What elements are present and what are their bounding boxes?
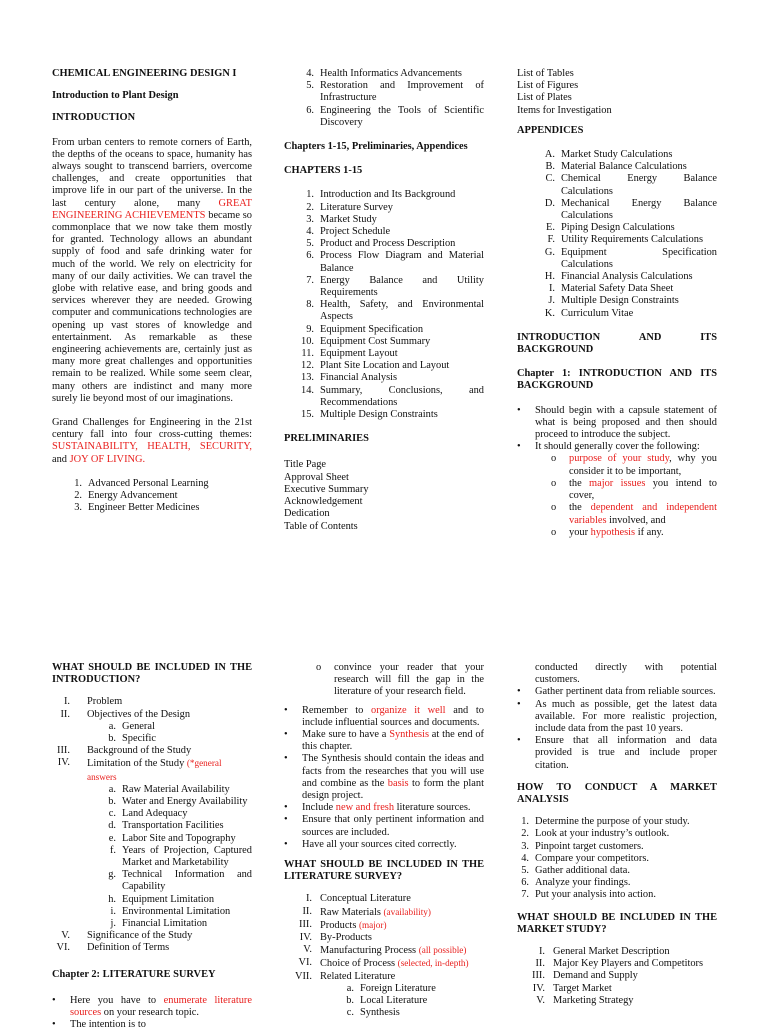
- list-item: • Make sure to have a Synthesis at the end of this chapter.: [284, 729, 485, 753]
- list-item: g. Technical Information and Capability: [108, 869, 252, 893]
- introduction-contents-heading: WHAT SHOULD BE INCLUDED IN THE INTRODUCTION?: [52, 662, 252, 686]
- top-column-1: [52, 68, 252, 515]
- list-item: 1. Advanced Personal Learning: [74, 477, 209, 489]
- list-item: j. Financial Limitation: [110, 918, 208, 930]
- list-item: 8. Health, Safety, and Environmental Aspects: [306, 299, 484, 323]
- market-analysis-heading: HOW TO CONDUCT A MARKET ANALYSIS: [517, 781, 717, 806]
- list-item: o convince your reader that your research will fill the gap in the literature of your research field.: [316, 662, 484, 698]
- bottom-column-3: [517, 662, 717, 1007]
- literature-sub-bullet: [284, 662, 484, 699]
- appendices-list: [517, 149, 717, 320]
- list-item: V. Marketing Strategy: [536, 994, 634, 1006]
- section-heading-introduction: INTRODUCTION: [52, 112, 136, 124]
- list-item: II. Major Key Players and Competitors: [535, 958, 704, 970]
- list-item: • As much as possible, get the latest data available. For more realistic projection, include data from the past 10 years.: [517, 698, 717, 735]
- preliminaries-heading: PRELIMINARIES: [284, 433, 369, 445]
- market-analysis-steps: [517, 816, 717, 901]
- list-item: 14. Summary, Conclusions, and Recommendations: [301, 384, 484, 408]
- list-item: 3. Market Study: [306, 213, 377, 225]
- list-item: Items for Investigation: [517, 104, 612, 116]
- list-item: 3. Engineer Better Medicines: [74, 502, 200, 514]
- list-item: a. General: [108, 720, 155, 732]
- list-item: o your hypothesis if any.: [551, 526, 664, 538]
- list-item: o purpose of your study, why you consider it to be important,: [551, 453, 717, 477]
- market-study-heading: WHAT SHOULD BE INCLUDED IN THE MARKET STUDY?: [517, 911, 717, 935]
- list-item: List of Figures: [517, 80, 579, 92]
- list-item: IV. By-Products: [299, 932, 372, 944]
- chapter1-bullets: [517, 405, 717, 454]
- list-item: 5. Gather additional data.: [521, 865, 630, 877]
- list-item: e. Labor Site and Topography: [108, 832, 236, 844]
- list-item: 3. Pinpoint target customers.: [521, 840, 644, 852]
- challenges-list-continued: [284, 68, 484, 129]
- list-item: B. Material Balance Calculations: [545, 161, 687, 173]
- top-column-3: [517, 68, 717, 539]
- list-item: III. Demand and Supply: [532, 970, 638, 982]
- list-item: o the dependent and independent variables involved, and: [551, 502, 717, 526]
- list-item: b. Water and Energy Availability: [108, 796, 248, 808]
- list-item: V. Manufacturing Process (all possible): [303, 944, 467, 957]
- market-bullet-continued: conducted directly with potential customers.: [535, 662, 717, 686]
- list-item: • Should begin with a capsule statement of what is being proposed and then should proceed to introduce the subject.: [517, 404, 717, 441]
- list-item: Approval Sheet: [284, 471, 349, 483]
- list-item: A. Market Study Calculations: [544, 149, 673, 161]
- list-item: E. Piping Design Calculations: [546, 222, 675, 234]
- list-item: II. Raw Materials (availability): [302, 905, 431, 918]
- appendices-heading: APPENDICES: [517, 124, 584, 136]
- list-item: f. Years of Projection, Captured Market and Marketability: [109, 844, 252, 869]
- document-title: CHEMICAL ENGINEERING DESIGN I: [52, 68, 237, 79]
- list-item: Acknowledgement: [284, 496, 363, 508]
- list-item: o the major issues you intend to cover,: [551, 477, 717, 502]
- challenges-list: [52, 478, 252, 515]
- list-item: • Gather pertinent data from reliable sources.: [517, 686, 716, 698]
- list-item: D. Mechanical Energy Balance Calculations: [544, 197, 717, 222]
- list-item: K. Curriculum Vitae: [544, 307, 634, 319]
- related-literature-sub-list: [284, 983, 484, 1020]
- document-subtitle: Introduction to Plant Design: [52, 90, 179, 102]
- market-study-list: [517, 946, 717, 1007]
- list-item: 2. Literature Survey: [306, 201, 393, 213]
- literature-contents-list: [284, 893, 484, 982]
- list-item: 2. Look at your industry’s outlook.: [521, 828, 670, 840]
- list-item: I. Material Safety Data Sheet: [548, 283, 674, 295]
- list-item: 5. Product and Process Description: [306, 238, 456, 250]
- objectives-sub-list: [52, 721, 252, 745]
- list-item: 1. Introduction and Its Background: [306, 189, 456, 201]
- chapter1-heading: Chapter 1: INTRODUCTION AND ITS BACKGROUND: [517, 368, 717, 392]
- chapter2-bullets: [52, 995, 252, 1031]
- literature-bullets: [284, 705, 484, 851]
- list-item: c. Synthesis: [346, 1007, 400, 1019]
- list-item: • It should generally cover the following:: [517, 441, 700, 453]
- list-item: J. Multiple Design Constraints: [548, 295, 679, 307]
- list-item: c. Land Adequacy: [108, 808, 188, 820]
- list-item: • Ensure that only pertinent information and sources are included.: [284, 814, 484, 838]
- list-item: a. Raw Material Availability: [108, 783, 230, 795]
- chapter1-sub-bullets: [517, 453, 717, 538]
- list-item: h. Equipment Limitation: [108, 893, 215, 905]
- list-item: III. Background of the Study: [57, 745, 192, 757]
- list-item: 11. Equipment Layout: [301, 348, 398, 360]
- list-item: b. Local Literature: [346, 995, 428, 1007]
- chapters-overview-heading: Chapters 1-15, Preliminaries, Appendices: [284, 141, 468, 153]
- list-item: i. Environmental Limitation: [110, 905, 231, 917]
- list-item: V. Significance of the Study: [61, 930, 193, 942]
- list-item: 6. Analyze your findings.: [521, 877, 631, 889]
- list-item: I. General Market Description: [538, 946, 670, 958]
- market-bullets: [517, 686, 717, 771]
- list-item: 1. Determine the purpose of your study.: [521, 816, 690, 828]
- list-item: F. Utility Requirements Calculations: [547, 234, 703, 246]
- list-item: • Here you have to enumerate literature sources on your research topic.: [52, 994, 252, 1019]
- list-item: H. Financial Analysis Calculations: [544, 271, 693, 283]
- preliminaries-list-continued: [517, 68, 717, 117]
- literature-contents-heading: WHAT SHOULD BE INCLUDED IN THE LITERATURE SURVEY?: [284, 859, 484, 883]
- list-item: 2. Energy Advancement: [74, 490, 178, 502]
- list-item: 4. Project Schedule: [306, 226, 391, 238]
- list-item: 13. Financial Analysis: [301, 372, 398, 384]
- introduction-background-heading: INTRODUCTION AND ITS: [517, 331, 717, 343]
- list-item: Table of Contents: [284, 520, 358, 532]
- list-item: II. Objectives of the Design: [60, 708, 191, 720]
- list-item: 6. Process Flow Diagram and Material Balance: [306, 250, 484, 274]
- list-item: Title Page: [284, 459, 327, 471]
- list-item: List of Plates: [517, 92, 572, 104]
- list-item: 7. Put your analysis into action.: [521, 889, 656, 901]
- chapters-list: [284, 189, 484, 421]
- list-item: 10. Equipment Cost Summary: [301, 335, 431, 347]
- list-item: 9. Equipment Specification: [306, 323, 424, 335]
- list-item: 7. Energy Balance and Utility Requirements: [306, 274, 484, 299]
- list-item: Executive Summary: [284, 483, 369, 495]
- list-item: Dedication: [284, 508, 330, 520]
- list-item: 4. Health Informatics Advancements: [306, 68, 462, 79]
- bottom-column-2: [284, 662, 484, 1019]
- list-item: • Remember to organize it well and to include influential sources and documents.: [284, 704, 484, 728]
- grand-challenges-paragraph: Grand Challenges for Engineering in the 21st century fall into four cross-cutting themes: SUSTAINABILITY, HEALTH, SECURITY, and JOY OF LIVING.: [52, 417, 252, 465]
- intro-paragraph: From urban centers to remote corners of Earth, the depths of the oceans to space, humanity has always sought to transcend barriers, overcome challenges, and create opportunities that improve life in our part of the universe. In the last century alone, many GREAT ENGINEERING ACHIEVEMENTS became so commonplace that we now take them mostly for granted. Technology allows an abundant supply of food and safe drinking water for much of the world. We rely on electricity for many of our daily activities. We can travel the globe with relative ease, and bring goods and services wherever they are needed. Growing computer and communications technologies are opening up vast stores of knowledge and entertainment. As remarkable as these engineering achievements are, certainly just as many more great challenges and opportunities remain to be realized. While some seem clear, many others are indistinct and many more surely lie beyond most of our imaginations.: [52, 136, 252, 404]
- list-item: • Ensure that all information and data provided is true and include proper citation.: [517, 735, 717, 771]
- chapters-heading: CHAPTERS 1-15: [284, 165, 363, 177]
- limitation-sub-list: [52, 784, 252, 930]
- introduction-contents-list-2: [52, 745, 252, 757]
- list-item: VI. Choice of Process (selected, in-depth): [298, 957, 469, 970]
- list-item: VI. Definition of Terms: [56, 942, 170, 954]
- list-item: G. Equipment Specification Calculations: [544, 246, 717, 270]
- list-item: I. Problem: [63, 696, 123, 708]
- chapter2-heading: Chapter 2: LITERATURE SURVEY: [52, 968, 216, 980]
- list-item: I. Conceptual Literature: [305, 893, 411, 905]
- list-item: 6. Engineering the Tools of Scientific Discovery: [306, 104, 484, 128]
- list-item: • Include new and fresh literature sources.: [284, 802, 471, 814]
- limitation-item: IV. Limitation of the Study (*general answers: [57, 757, 222, 782]
- list-item: • The intention is to: [52, 1019, 146, 1031]
- list-item: C. Chemical Energy Balance Calculations: [545, 173, 717, 197]
- list-item: 4. Compare your competitors.: [521, 852, 649, 864]
- list-item: List of Tables: [517, 68, 574, 79]
- top-column-2: [284, 68, 484, 533]
- list-item: d. Transportation Facilities: [108, 820, 224, 832]
- list-item: III. Products (major): [299, 918, 387, 931]
- bottom-column-1: [52, 662, 252, 1031]
- preliminaries-list: [284, 459, 484, 532]
- introduction-background-heading-line2: BACKGROUND: [517, 344, 594, 356]
- list-item: • The Synthesis should contain the ideas and facts from the researches that you will use and combine as the basis to form the plant design project.: [284, 753, 484, 802]
- list-item: 15. Multiple Design Constraints: [301, 409, 438, 421]
- introduction-contents-list-3: [52, 930, 252, 954]
- list-item: 12. Plant Site Location and Layout: [301, 360, 450, 372]
- list-item: a. Foreign Literature: [346, 982, 436, 994]
- list-item: b. Specific: [108, 733, 157, 745]
- list-item: VII. Related Literature: [294, 970, 396, 982]
- list-item: 5. Restoration and Improvement of Infrastructure: [306, 80, 484, 104]
- list-item: IV. Target Market: [532, 982, 612, 994]
- introduction-contents-list: [52, 696, 252, 720]
- list-item: • Have all your sources cited correctly.: [284, 838, 457, 850]
